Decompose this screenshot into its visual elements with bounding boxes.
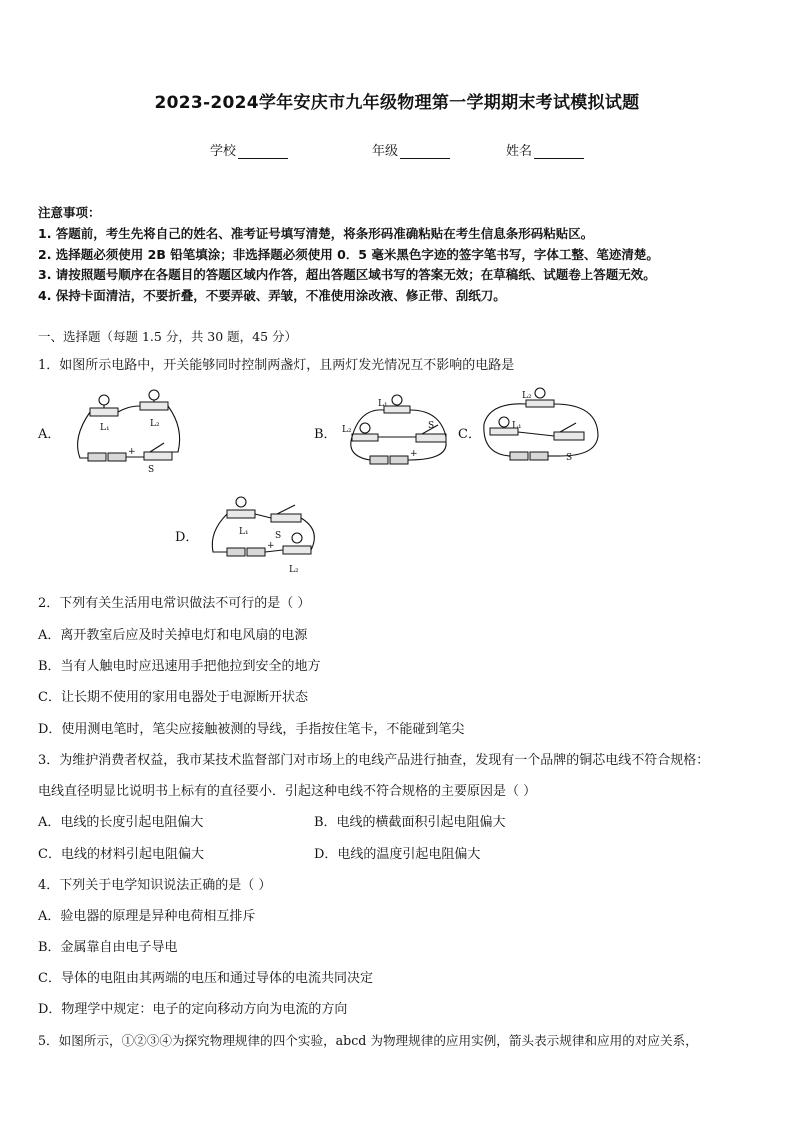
q1-option-c-label[interactable]: C． — [458, 427, 481, 442]
note-item: 1. 答题前，考生先将自己的姓名、准考证号填写清楚，将条形码准确粘贴在考生信息条形码粘贴区。 — [38, 226, 594, 241]
question-4-stem: 4．下列关于电学知识说法正确的是（ ） — [38, 878, 272, 893]
question-3-stem: 3．为维护消费者权益，我市某技术监督部门对市场上的电线产品进行抽查，发现有一个品牌的铜芯电线不符合规格： — [38, 753, 710, 768]
student-info-fields — [0, 140, 794, 160]
q2-option-a[interactable]: A．离开教室后应及时关掉电灯和电风扇的电源 — [38, 628, 308, 643]
q1-option-a-label[interactable]: A． — [38, 427, 61, 442]
circuit-diagram-c — [480, 384, 605, 469]
question-2-stem: 2．下列有关生活用电常识做法不可行的是（ ） — [38, 596, 311, 611]
lamp-label-l2: L₂ — [522, 391, 532, 401]
lamp-label-l2: L₂ — [150, 419, 160, 429]
question-3-stem-continued: 电线直径明显比说明书上标有的直径要小．引起这种电线不符合规格的主要原因是（ ） — [38, 784, 537, 799]
switch-label: S — [428, 421, 435, 431]
school-field[interactable]: 学校 — [210, 140, 288, 159]
q3-option-a[interactable]: A．电线的长度引起电阻偏大 — [38, 815, 204, 830]
q4-option-a[interactable]: A．验电器的原理是异种电荷相互排斥 — [38, 909, 256, 924]
q3-option-b[interactable]: B．电线的横截面积引起电阻偏大 — [314, 815, 506, 830]
notes-title: 注意事项： — [38, 205, 101, 220]
switch-label: S — [148, 465, 155, 475]
circuit-diagram-d — [205, 488, 325, 580]
name-field[interactable]: 姓名 — [506, 140, 584, 159]
question-1-stem: 1．如图所示电路中，开关能够同时控制两盏灯，且两灯发光情况互不影响的电路是 — [38, 358, 515, 373]
circuit-diagram-a — [68, 388, 188, 478]
note-item: 3. 请按照题号顺序在各题目的答题区域内作答，超出答题区域书写的答案无效；在草稿纸、试题卷上答题无效。 — [38, 267, 656, 282]
q2-option-c[interactable]: C．让长期不使用的家用电器处于电源断开状态 — [38, 690, 308, 705]
q4-option-d[interactable]: D．物理学中规定：电子的定向移动方向为电流的方向 — [38, 1002, 348, 1017]
q2-option-d[interactable]: D．使用测电笔时，笔尖应接触被测的导线，手指按住笔卡，不能碰到笔尖 — [38, 722, 465, 737]
q4-option-b[interactable]: B．金属靠自由电子导电 — [38, 940, 178, 955]
battery-plus-label: + — [410, 449, 418, 459]
q1-option-d-label[interactable]: D． — [175, 530, 199, 545]
note-item: 2. 选择题必须使用 2B 铅笔填涂；非选择题必须使用 0．5 毫米黑色字迹的签字笔书写，字体工整、笔迹清楚。 — [38, 247, 659, 262]
battery-plus-label: + — [267, 541, 275, 551]
lamp-label-l1: L₁ — [100, 423, 110, 433]
grade-field[interactable]: 年级 — [372, 140, 450, 159]
note-item: 4. 保持卡面清洁，不要折叠，不要弄破、弄皱，不准使用涂改液、修正带、刮纸刀。 — [38, 288, 506, 303]
question-5-stem: 5．如图所示，①②③④为探究物理规律的四个实验，abcd 为物理规律的应用实例，箭头表示规律和应用的对应关系， — [38, 1033, 698, 1048]
q2-option-b[interactable]: B．当有人触电时应迅速用手把他拉到安全的地方 — [38, 659, 321, 674]
switch-label: S — [566, 453, 573, 463]
lamp-label-l2: L₂ — [342, 425, 352, 435]
switch-label: S — [275, 531, 282, 541]
circuit-diagram-b — [340, 392, 460, 472]
q1-option-b-label[interactable]: B． — [314, 427, 337, 442]
lamp-label-l1: L₁ — [378, 399, 388, 409]
q3-option-d[interactable]: D．电线的温度引起电阻偏大 — [314, 847, 481, 862]
lamp-label-l1: L₁ — [239, 527, 249, 537]
page-title: 2023-2024学年安庆市九年级物理第一学期期末考试模拟试题 — [154, 93, 640, 113]
lamp-label-l2: L₂ — [289, 565, 299, 575]
q3-option-c[interactable]: C．电线的材料引起电阻偏大 — [38, 847, 204, 862]
q4-option-c[interactable]: C．导体的电阻由其两端的电压和通过导体的电流共同决定 — [38, 971, 373, 986]
lamp-label-l1: L₁ — [512, 421, 522, 431]
battery-plus-label: + — [128, 447, 136, 457]
section-heading: 一、选择题（每题 1.5 分，共 30 题，45 分） — [38, 329, 298, 344]
